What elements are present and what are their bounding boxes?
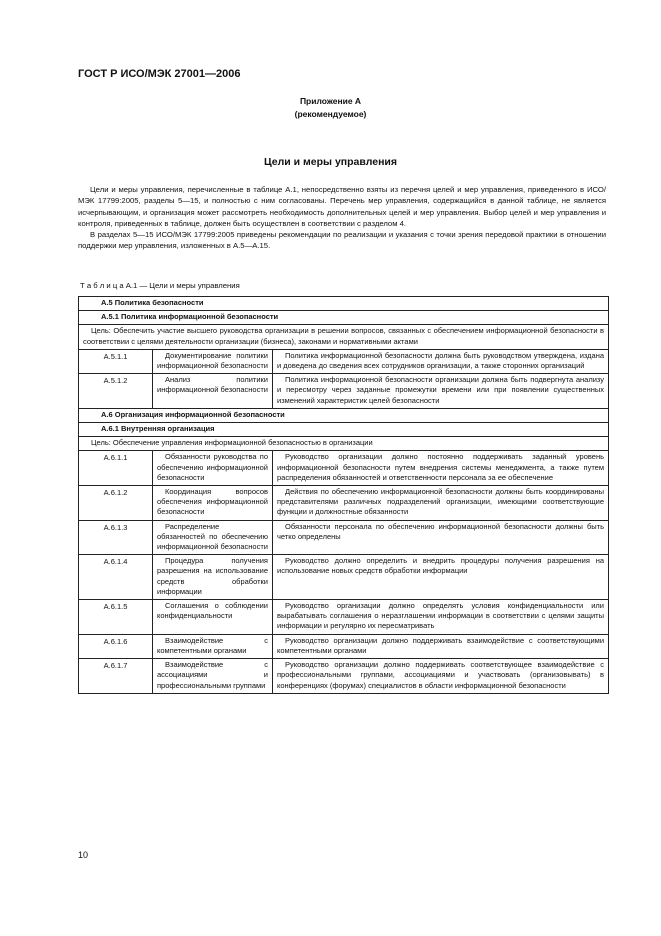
control-name: Процедура получения разрешения на использование средств обработки информации [153,555,273,600]
control-number: А.5.1.1 [79,349,153,373]
control-number: А.5.1.2 [79,374,153,409]
table-row [79,325,609,349]
subsection-goal: Цель: Обеспечение управления информационной безопасностью в организации [79,437,609,451]
table-row [79,437,609,451]
control-number: А.6.1.4 [79,555,153,600]
table-row [79,374,609,409]
control-name: Соглашения о соблюдении конфиденциальности [153,600,273,635]
control-description: Действия по обеспечению информационной безопасности должны быть координированы представителями различных подразделений организации, имеющими соответствующие функции и должностные обязанности [273,486,609,521]
subsection-heading: А.5.1 Политика информационной безопасности [79,311,609,325]
control-description: Руководство организации должно определять условия конфиденциальности или вырабатывать соглашения о неразглашении информации в соответствии с целями защиты информации и регулярно их пересматривать [273,600,609,635]
control-name: Распределение обязанностей по обеспечению информационной безопасности [153,520,273,555]
control-number: А.6.1.2 [79,486,153,521]
table-row [79,634,609,658]
table-row [79,349,609,373]
table-caption: Т а б л и ц а А.1 — Цели и меры управления [80,281,240,290]
annex-heading [0,95,661,121]
control-description: Руководство должно определить и внедрить процедуры получения разрешения на использование новых средств обработки информации [273,555,609,600]
section-heading: А.5 Политика безопасности [79,297,609,311]
page-number: 10 [78,850,89,860]
control-name: Анализ политики информационной безопасности [153,374,273,409]
table-row [79,451,609,486]
table-row [79,423,609,437]
control-description: Политика информационной безопасности организации должна быть подвергнута анализу и пересмотру через заданные промежутки времени или при появлении существенных изменений характеристик целей безопасности [273,374,609,409]
annex-status: (рекомендуемое) [294,109,367,119]
control-description: Политика информационной безопасности должна быть руководством утверждена, издана и доведена до сведения всех сотрудников организации, а также сторонних организаций [273,349,609,373]
document-code-header: ГОСТ Р ИСО/МЭК 27001—2006 [78,68,241,80]
control-name: Документирование политики информационной безопасности [153,349,273,373]
table-row [79,311,609,325]
table-row [79,600,609,635]
control-name: Координация вопросов обеспечения информационной безопасности [153,486,273,521]
intro-paragraph-2: В разделах 5—15 ИСО/МЭК 17799:2005 приведены рекомендации по реализации и указания с точки зрения передовой практики в отношении поддержки мер управления, изложенных в А.5—А.15. [78,230,606,251]
subsection-heading: А.6.1 Внутренняя организация [79,423,609,437]
control-name: Обязанности руководства по обеспечению информационной безопасности [153,451,273,486]
control-description: Руководство организации должно поддерживать взаимодействие с соответствующими компетентными органами [273,634,609,658]
table-row [79,408,609,422]
subsection-goal: Цель: Обеспечить участие высшего руководства организации в решении вопросов, связанных с обеспечением информационной безопасности в соответствии с целями деятельности организации (бизнеса), законами и нормативными актами [79,325,609,349]
controls-table [78,296,609,694]
table-row [79,520,609,555]
control-number: А.6.1.1 [79,451,153,486]
table-row [79,555,609,600]
page-title: Цели и меры управления [263,156,397,168]
control-number: А.6.1.3 [79,520,153,555]
control-name: Взаимодействие с компетентными органами [153,634,273,658]
control-number: А.6.1.6 [79,634,153,658]
annex-title: Приложение А [299,96,362,106]
intro-text [78,184,606,252]
table-row [79,297,609,311]
intro-paragraph-1: Цели и меры управления, перечисленные в таблице А.1, непосредственно взяты из перечня целей и мер управления, приведенного в ИСО/МЭК 17799:2005, разделы 5—15, и полностью с ним согласованы. Перечень мер управления, содержащийся в данной таблице, не является исчерпывающим, и организация может рассмотреть необходимость дополнительных целей и мер управления. Выбор целей и мер управления и контроля, приведенных в таблице, должен быть осуществлен в соответствии с разделом 4. [78,185,606,228]
section-heading: А.6 Организация информационной безопасности [79,408,609,422]
control-description: Руководство организации должно постоянно поддерживать заданный уровень информационной безопасности путем внедрения системы менеджмента, а также путем распределения обязанностей и ответственности персонала за ее обеспечение [273,451,609,486]
table-row [79,486,609,521]
control-number: А.6.1.7 [79,659,153,694]
control-name: Взаимодействие с ассоциациями и профессиональными группами [153,659,273,694]
control-description: Обязанности персонала по обеспечению информационной безопасности должны быть четко определены [273,520,609,555]
table-row [79,659,609,694]
control-number: А.6.1.5 [79,600,153,635]
control-description: Руководство организации должно поддерживать соответствующее взаимодействие с профессиональными группами, ассоциациями и участвовать (организовывать) в конференциях (форумах) специалистов в области информационной безопасности [273,659,609,694]
